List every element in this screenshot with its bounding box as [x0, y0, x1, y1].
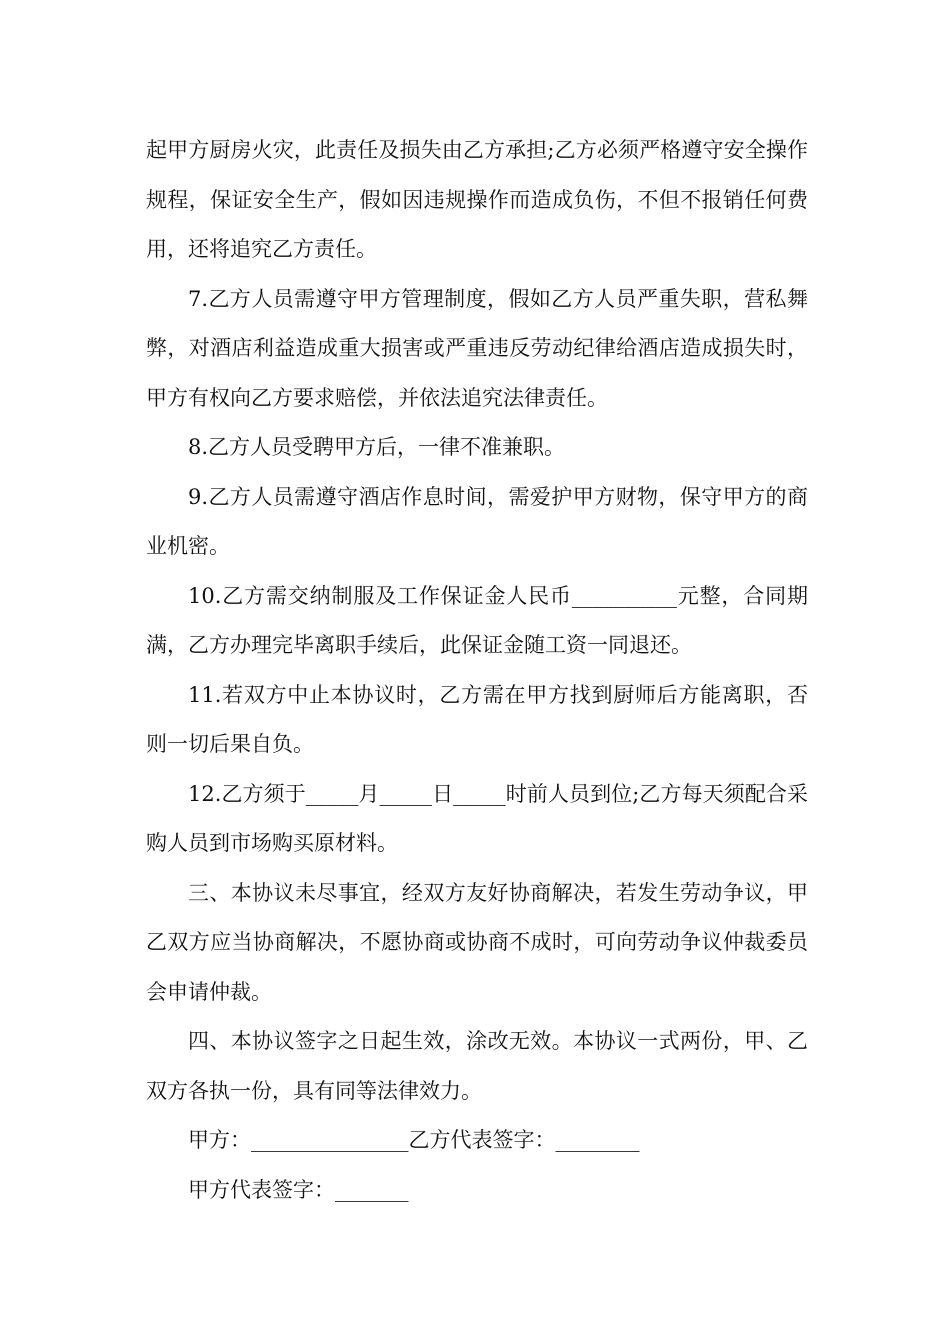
signature-line-party-a-and-b: 甲方：_______________乙方代表签字：________: [188, 1128, 640, 1152]
clause-8: 8.乙方人员受聘甲方后，一律不准兼职。: [188, 435, 566, 459]
section-four: 四、本协议签字之日起生效，涂改无效。本协议一式两份，甲、乙双方各执一份，具有同等法律效力。: [146, 1029, 808, 1103]
paragraph-continuation: 起甲方厨房火灾，此责任及损失由乙方承担;乙方必须严格遵守安全操作规程，保证安全生产，假如因违规操作而造成负伤，不但不报销任何费用，还将追究乙方责任。: [146, 138, 808, 261]
document-body: [146, 126, 808, 1215]
clause-7: 7.乙方人员需遵守甲方管理制度，假如乙方人员严重失职，营私舞弊，对酒店利益造成重大损害或严重违反劳动纪律给酒店造成损失时，甲方有权向乙方要求赔偿，并依法追究法律责任。: [146, 286, 808, 410]
section-three: 三、本协议未尽事宜，经双方友好协商解决，若发生劳动争议，甲乙双方应当协商解决，不愿协商或协商不成时，可向劳动争议仲裁委员会申请仲裁。: [146, 880, 808, 1004]
clause-12: 12.乙方须于_____月_____日_____时前人员到位;乙方每天须配合采购人员到市场购买原材料。: [146, 781, 808, 855]
signature-line-party-a-rep: 甲方代表签字：_______: [188, 1177, 409, 1202]
clause-9: 9.乙方人员需遵守酒店作息时间，需爱护甲方财物，保守甲方的商业机密。: [146, 484, 808, 558]
clause-11: 11.若双方中止本协议时，乙方需在甲方找到厨师后方能离职，否则一切后果自负。: [146, 682, 808, 756]
clause-10: 10.乙方需交纳制服及工作保证金人民币__________元整，合同期满，乙方办理完毕离职手续后，此保证金随工资一同退还。: [146, 583, 808, 657]
